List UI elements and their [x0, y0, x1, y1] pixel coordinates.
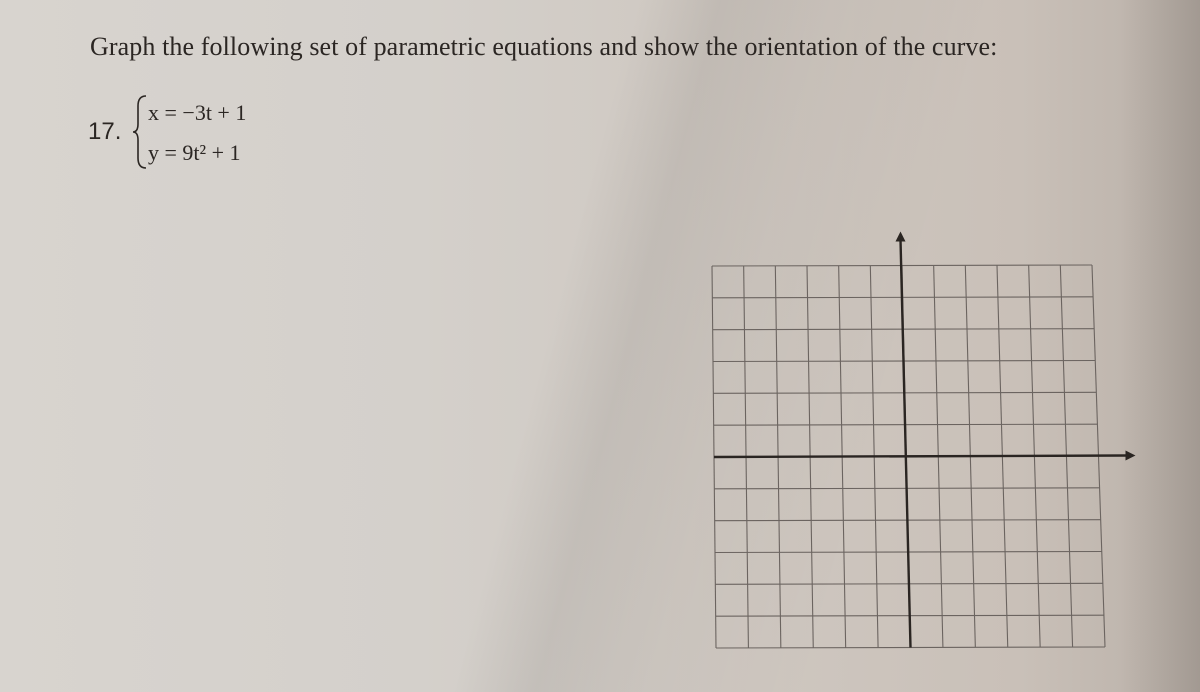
equation-y: y = 9t² + 1 — [148, 140, 241, 165]
x-axis-line — [714, 456, 1127, 458]
y-axis-arrow-icon — [896, 232, 906, 242]
equation-x: x = −3t + 1 — [148, 100, 247, 125]
problem-number: 17. — [88, 118, 122, 145]
x-axis-arrow-icon — [1126, 451, 1136, 461]
left-brace — [132, 92, 148, 172]
y-axis-line — [901, 240, 911, 648]
instruction-text: Graph the following set of parametric equations and show the orientation of the curve: — [90, 32, 998, 61]
coordinate-grid[interactable] — [700, 230, 1140, 660]
